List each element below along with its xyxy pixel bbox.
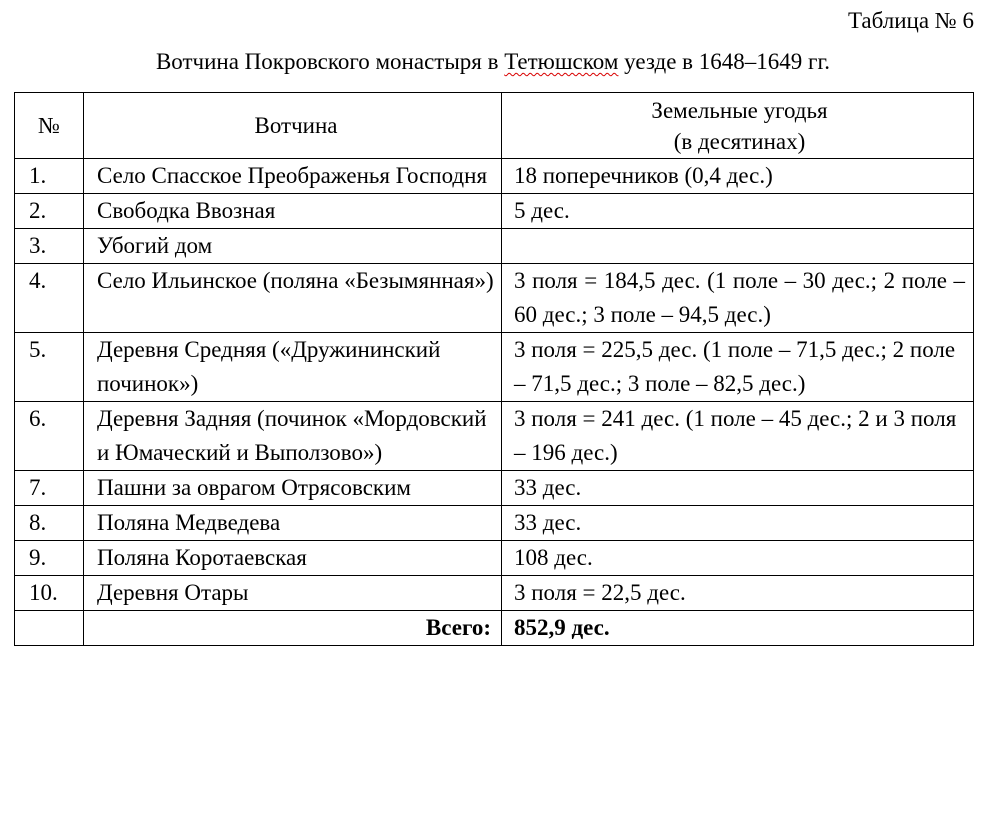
header-no: № [15, 93, 84, 159]
header-land [502, 93, 974, 159]
row-number: 9. [15, 541, 84, 576]
row-estate: Поляна Коротаевская [84, 541, 502, 576]
row-estate: Поляна Медведева [84, 506, 502, 541]
row-estate: Село Ильинское (поляна «Безымянная») [84, 264, 502, 333]
table-number: Таблица № 6 [847, 8, 974, 33]
row-number: 10. [15, 576, 84, 611]
row-estate: Деревня Задняя (починок «Мордовский и Юмаческий и Выползово») [84, 402, 502, 471]
row-estate: Деревня Отары [84, 576, 502, 611]
row-estate: Убогий дом [84, 229, 502, 264]
table-row [15, 471, 974, 506]
row-number: 4. [15, 264, 84, 333]
table-row [15, 506, 974, 541]
row-land: 18 поперечников (0,4 дес.) [502, 159, 974, 194]
row-land: 3 поля = 184,5 дес. (1 поле – 30 дес.; 2 поле – 60 дес.; 3 поле – 94,5 дес.) [502, 264, 974, 333]
row-land: 33 дес. [502, 506, 974, 541]
total-label: Всего: [84, 611, 502, 646]
row-estate: Деревня Средняя («Дружининский починок») [84, 333, 502, 402]
row-land: 33 дес. [502, 471, 974, 506]
row-land: 3 поля = 225,5 дес. (1 поле – 71,5 дес.; 2 поле – 71,5 дес.; 3 поле – 82,5 дес.) [502, 333, 974, 402]
row-number: 6. [15, 402, 84, 471]
header-land-line1: Земельные угодья [651, 97, 828, 123]
row-number: 8. [15, 506, 84, 541]
total-empty-cell [15, 611, 84, 646]
table-caption [0, 46, 986, 78]
row-land: 5 дес. [502, 194, 974, 229]
table-row [15, 229, 974, 264]
row-land [502, 229, 974, 264]
row-estate: Свободка Ввозная [84, 194, 502, 229]
row-land: 3 поля = 22,5 дес. [502, 576, 974, 611]
table-row [15, 402, 974, 471]
header-estate: Вотчина [84, 93, 502, 159]
row-land: 3 поля = 241 дес. (1 поле – 45 дес.; 2 и 3 поля – 196 дес.) [502, 402, 974, 471]
estate-table [14, 92, 974, 646]
table-row [15, 194, 974, 229]
header-row [15, 93, 974, 159]
table-row [15, 541, 974, 576]
row-number: 2. [15, 194, 84, 229]
row-estate: Село Спасское Преображенья Господня [84, 159, 502, 194]
caption-place: Тетюшском [504, 49, 619, 74]
total-value: 852,9 дес. [502, 611, 974, 646]
total-row [15, 611, 974, 646]
caption-part-1: Вотчина Покровского монастыря в [155, 49, 505, 74]
row-estate: Пашни за оврагом Отрясовским [84, 471, 502, 506]
row-number: 7. [15, 471, 84, 506]
row-number: 1. [15, 159, 84, 194]
table-row [15, 264, 974, 333]
row-land: 108 дес. [502, 541, 974, 576]
table-row [15, 576, 974, 611]
row-number: 3. [15, 229, 84, 264]
table-row [15, 159, 974, 194]
table-row [15, 333, 974, 402]
caption-part-2: уезде в 1648–1649 гг. [618, 49, 831, 74]
row-number: 5. [15, 333, 84, 402]
header-land-line2: (в десятинах) [673, 128, 806, 154]
